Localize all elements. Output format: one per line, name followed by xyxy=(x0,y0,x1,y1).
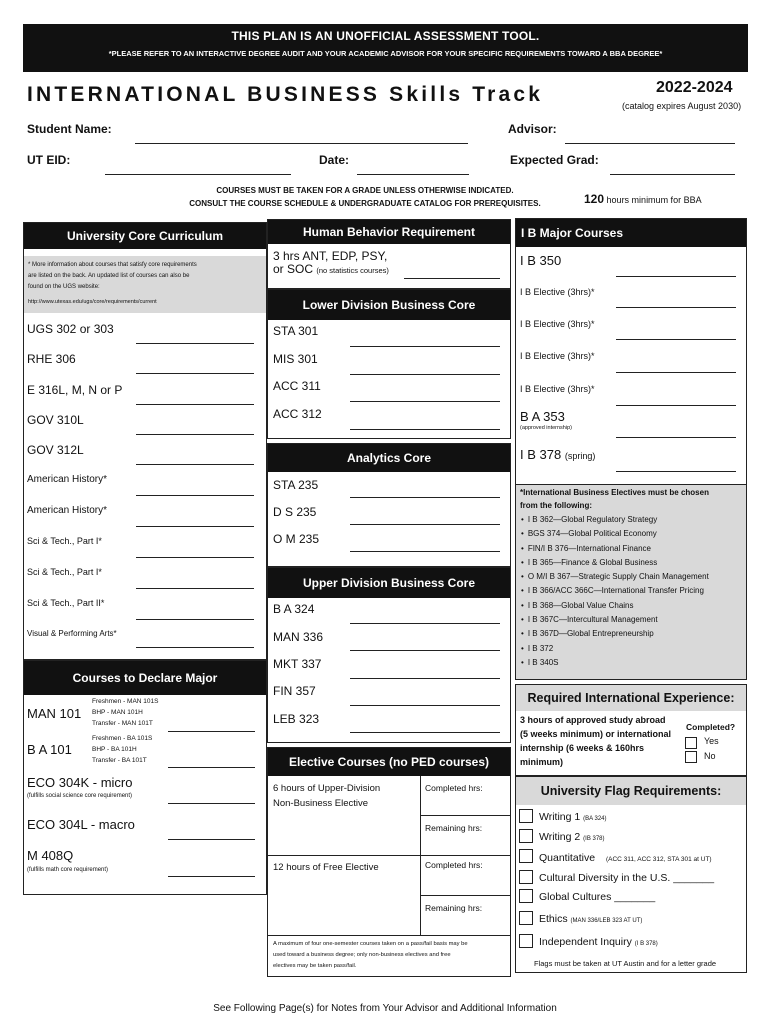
core-course: Sci & Tech., Part I* xyxy=(27,536,102,546)
writing2-note: (IB 378) xyxy=(583,836,605,842)
core-course-blank[interactable] xyxy=(136,464,254,465)
page-footer: See Following Page(s) for Notes from Your Advisor and Additional Information xyxy=(213,1003,557,1014)
advisor-label: Advisor: xyxy=(508,122,557,136)
student-name-field[interactable] xyxy=(135,143,468,144)
ib-elective: I B Elective (3hrs)* xyxy=(520,351,595,361)
core-course-blank[interactable] xyxy=(136,619,254,620)
remaining-hrs-cell[interactable] xyxy=(421,896,510,936)
ib-course-blank[interactable] xyxy=(616,276,736,277)
writing1-checkbox[interactable] xyxy=(519,809,533,823)
student-name-label: Student Name: xyxy=(27,122,112,136)
behavior-note: (no statistics courses) xyxy=(316,266,389,275)
analytics-course: STA 235 xyxy=(273,478,319,492)
ib-elective-item: • I B 368—Global Value Chains xyxy=(521,599,709,613)
date-field[interactable] xyxy=(357,174,469,175)
flag-requirements-title: University Flag Requirements: xyxy=(516,777,746,805)
declare-note: BHP - MAN 101H xyxy=(92,709,143,716)
declare-course-blank[interactable] xyxy=(168,731,255,732)
declare-course-blank[interactable] xyxy=(168,839,255,840)
ib-elective-item: • BGS 374—Global Political Economy xyxy=(521,527,709,541)
completed-hrs-label: Completed hrs: xyxy=(425,860,483,870)
quantitative-checkbox[interactable] xyxy=(519,849,533,863)
core-course: American History* xyxy=(27,474,108,485)
catalog-expiry: (catalog expires August 2030) xyxy=(622,101,742,111)
declare-course-blank[interactable] xyxy=(168,876,255,877)
ib-elective-item: • I B 366/ACC 366C—International Transfer Pricing xyxy=(521,584,709,598)
ib-course xyxy=(520,447,595,462)
core-curriculum-box xyxy=(23,222,267,660)
ib-elective-item: • I B 367C—Intercultural Management xyxy=(521,613,709,627)
core-info-panel xyxy=(24,256,266,313)
ib378-note: (spring) xyxy=(564,451,596,461)
date-label: Date: xyxy=(319,153,350,167)
independent-inquiry-checkbox[interactable] xyxy=(519,934,533,948)
analytics-course: D S 235 xyxy=(273,505,317,519)
completed-hrs-label: Completed hrs: xyxy=(425,783,483,793)
analytics-course: O M 235 xyxy=(273,532,320,546)
ib-elective-item: • I B 367D—Global Entrepreneurship xyxy=(521,627,709,641)
ethics-label: Ethics xyxy=(539,913,568,925)
global-cultures-label: Global Cultures _______ xyxy=(539,891,656,903)
remaining-hrs-label: Remaining hrs: xyxy=(425,903,483,913)
declare-note: Freshmen - BA 101S xyxy=(92,735,153,742)
ib-electives-heading: from the following: xyxy=(520,501,592,510)
upper-div-elective-cell xyxy=(268,776,421,856)
no-label: No xyxy=(704,751,716,761)
upper-course: MKT 337 xyxy=(273,657,322,671)
upper-course: MAN 336 xyxy=(273,630,324,644)
flag-item xyxy=(539,852,712,864)
ib-elective-item: • FIN/I B 376—International Finance xyxy=(521,542,709,556)
behavior-blank[interactable] xyxy=(404,278,500,279)
declare-course: ECO 304L - macro xyxy=(27,817,135,832)
advisor-field[interactable] xyxy=(565,143,735,144)
upper-course: LEB 323 xyxy=(273,712,320,726)
upper-course-blank[interactable] xyxy=(350,678,500,679)
ethics-note: (MAN 336/LEB 323 AT UT) xyxy=(570,918,643,924)
human-behavior-title: Human Behavior Requirement xyxy=(268,220,510,244)
flags-footer-note: Flags must be taken at UT Austin and for a letter grade xyxy=(534,959,717,968)
remaining-hrs-cell[interactable] xyxy=(421,816,510,856)
ib-elective-item: • I B 362—Global Regulatory Strategy xyxy=(521,513,709,527)
ib378-label: I B 378 xyxy=(520,447,562,462)
declare-course-blank[interactable] xyxy=(168,803,255,804)
declare-note: (fulfills math core requirement) xyxy=(27,867,109,873)
ib-course-blank[interactable] xyxy=(616,437,736,438)
ib-elective: I B Elective (3hrs)* xyxy=(520,287,595,297)
ib-course-blank[interactable] xyxy=(616,339,736,340)
completed-hrs-cell[interactable] xyxy=(421,776,510,816)
ib-elective-item: • I B 365—Finance & Global Business xyxy=(521,556,709,570)
quant-label: Quantitative xyxy=(539,852,596,864)
electives-title: Elective Courses (no PED courses) xyxy=(268,748,510,776)
core-course: Visual & Performing Arts* xyxy=(27,629,117,638)
ib-major-box xyxy=(515,218,747,486)
pass-fail-note: A maximum of four one-semester courses taken on a pass/fail basis may be xyxy=(273,941,468,947)
upper-course-blank[interactable] xyxy=(350,732,500,733)
upper-course-blank[interactable] xyxy=(350,650,500,651)
flag-item xyxy=(539,936,658,948)
remaining-hrs-label: Remaining hrs: xyxy=(425,823,483,833)
core-course: RHE 306 xyxy=(27,352,76,366)
ib-course-blank[interactable] xyxy=(616,307,736,308)
ib-course-blank[interactable] xyxy=(616,405,736,406)
disclaimer-banner xyxy=(23,24,748,72)
elective-text: 6 hours of Upper-Division xyxy=(273,783,381,794)
catalog-year: 2022-2024 xyxy=(656,79,733,96)
declare-note: Transfer - BA 101T xyxy=(92,757,147,764)
declare-course: M 408Q xyxy=(27,848,74,863)
elective-text: Non-Business Elective xyxy=(273,798,369,809)
banner-title: THIS PLAN IS AN UNOFFICIAL ASSESSMENT TOOL. xyxy=(231,29,540,43)
lower-course-blank[interactable] xyxy=(350,346,500,347)
lower-division-title: Lower Division Business Core xyxy=(268,290,510,320)
ib-major-title: I B Major Courses xyxy=(516,219,746,247)
analytics-course-blank[interactable] xyxy=(350,551,500,552)
declare-course: MAN 101 xyxy=(27,706,82,721)
page-title: INTERNATIONAL BUSINESS Skills Track xyxy=(27,83,544,106)
intl-exp-text: internship (6 weeks & 160hrs xyxy=(520,743,645,753)
core-course-blank[interactable] xyxy=(136,647,254,648)
upper-course-blank[interactable] xyxy=(350,705,500,706)
cultural-diversity-checkbox[interactable] xyxy=(519,870,533,884)
analytics-course-blank[interactable] xyxy=(350,524,500,525)
core-course: American History* xyxy=(27,505,108,516)
pass-fail-note: electives may be taken pass/fail. xyxy=(273,963,357,969)
free-elective-cell xyxy=(268,856,421,936)
ib-electives-list-box xyxy=(515,484,747,680)
elective-text: 12 hours of Free Elective xyxy=(273,862,379,873)
declare-course-blank[interactable] xyxy=(168,767,255,768)
flag-item xyxy=(539,831,605,843)
hours-minimum xyxy=(584,192,702,206)
intl-exp-text: (5 weeks minimum) or international xyxy=(520,729,672,739)
ib-elective: I B Elective (3hrs)* xyxy=(520,384,595,394)
ut-eid-label: UT EID: xyxy=(27,153,71,167)
ethics-checkbox[interactable] xyxy=(519,911,533,925)
flag-item xyxy=(539,913,642,925)
core-course-blank[interactable] xyxy=(136,373,254,374)
core-course: E 316L, M, N or P xyxy=(27,383,123,397)
core-course: GOV 310L xyxy=(27,413,84,427)
core-info-line: are listed on the back. An updated list of courses can also be xyxy=(28,273,190,279)
global-cultures-checkbox[interactable] xyxy=(519,889,533,903)
lower-course-blank[interactable] xyxy=(350,374,500,375)
declare-major-box xyxy=(23,660,267,895)
yes-label: Yes xyxy=(704,736,719,746)
expected-grad-label: Expected Grad: xyxy=(510,153,599,167)
intl-experience-box xyxy=(515,684,747,776)
core-course: Sci & Tech., Part I* xyxy=(27,567,102,577)
ib-elective-item: • O M/I B 367—Strategic Supply Chain Management xyxy=(521,570,709,584)
behavior-line: 3 hrs ANT, EDP, PSY, xyxy=(273,249,388,263)
hours-number: 120 xyxy=(584,192,605,206)
ib-elective: I B Elective (3hrs)* xyxy=(520,319,595,329)
writing2-label: Writing 2 xyxy=(539,831,581,843)
core-course-blank[interactable] xyxy=(136,557,254,558)
inquiry-label: Independent Inquiry xyxy=(539,936,632,948)
ib-course: I B 350 xyxy=(520,253,562,268)
intl-exp-text: 3 hours of approved study abroad xyxy=(520,715,666,725)
flag-item xyxy=(539,811,607,823)
notice-line-2: CONSULT THE COURSE SCHEDULE & UNDERGRADUATE CATALOG FOR PREREQUISITES. xyxy=(189,199,541,208)
declare-note: (fulfills social science core requirement) xyxy=(27,793,133,799)
core-course: GOV 312L xyxy=(27,443,84,457)
declare-major-title: Courses to Declare Major xyxy=(24,661,266,695)
analytics-core-box xyxy=(267,443,511,567)
core-course: Sci & Tech., Part II* xyxy=(27,598,105,608)
upper-course-blank[interactable] xyxy=(350,623,500,624)
flag-requirements-box xyxy=(515,776,747,973)
core-course-blank[interactable] xyxy=(136,404,254,405)
writing1-note: (BA 324) xyxy=(583,816,607,822)
behavior-line xyxy=(273,262,389,276)
ib-course-note: (approved internship) xyxy=(520,425,572,431)
ib-electives-heading: *International Business Electives must be chosen xyxy=(520,488,709,497)
quant-note: (ACC 311, ACC 312, STA 301 at UT) xyxy=(605,856,712,863)
cultural-diversity-label: Cultural Diversity in the U.S. _______ xyxy=(539,872,715,884)
ib-course-blank[interactable] xyxy=(616,471,736,472)
ib-elective-item: • I B 340S xyxy=(521,656,709,670)
ib-course: B A 353 xyxy=(520,409,565,424)
core-course-blank[interactable] xyxy=(136,495,254,496)
declare-course: ECO 304K - micro xyxy=(27,775,133,790)
core-course: UGS 302 or 303 xyxy=(27,322,114,336)
core-course-blank[interactable] xyxy=(136,526,254,527)
declare-note: Transfer - MAN 101T xyxy=(92,720,153,727)
upper-course: B A 324 xyxy=(273,602,315,616)
core-info-line: * More information about courses that satisfy core requirements xyxy=(28,262,197,268)
ib-elective-item: • I B 372 xyxy=(521,642,709,656)
ut-eid-field[interactable] xyxy=(105,174,291,175)
electives-box xyxy=(267,747,511,977)
yes-checkbox[interactable] xyxy=(685,737,697,749)
hours-text: hours minimum for BBA xyxy=(606,195,702,205)
grade-notice xyxy=(170,184,560,210)
lower-course: MIS 301 xyxy=(273,352,318,366)
human-behavior-box xyxy=(267,219,511,289)
core-url[interactable]: http://www.utexas.edu/ugs/core/requirements/current xyxy=(28,299,157,305)
inquiry-note: (I B 378) xyxy=(634,941,658,947)
pass-fail-note: used toward a business degree; only non-business electives and free xyxy=(273,952,451,958)
core-course-blank[interactable] xyxy=(136,434,254,435)
behavior-line-2: or SOC xyxy=(273,262,314,276)
lower-course: ACC 312 xyxy=(273,407,322,421)
lower-course: ACC 311 xyxy=(273,379,321,393)
declare-note: Freshmen - MAN 101S xyxy=(92,698,159,705)
notice-line-1: COURSES MUST BE TAKEN FOR A GRADE UNLESS OTHERWISE INDICATED. xyxy=(216,186,514,195)
expected-grad-field[interactable] xyxy=(610,174,735,175)
ib-course-blank[interactable] xyxy=(616,372,736,373)
lower-course: STA 301 xyxy=(273,324,319,338)
intl-experience-title: Required International Experience: xyxy=(516,685,746,711)
banner-subtitle: *PLEASE REFER TO AN INTERACTIVE DEGREE AUDIT AND YOUR ACADEMIC ADVISOR FOR YOUR SPECIFIC REQUIREMENTS TOWARD A BBA DEGREE* xyxy=(108,49,663,58)
completed-hrs-cell[interactable] xyxy=(421,856,510,896)
core-curriculum-title: University Core Curriculum xyxy=(24,223,266,249)
upper-division-box xyxy=(267,567,511,743)
completed-question: Completed? xyxy=(686,722,736,732)
writing1-label: Writing 1 xyxy=(539,811,581,823)
lower-course-blank[interactable] xyxy=(350,401,500,402)
analytics-course-blank[interactable] xyxy=(350,497,500,498)
intl-exp-text: minimum) xyxy=(520,757,564,767)
analytics-core-title: Analytics Core xyxy=(268,444,510,472)
lower-course-blank[interactable] xyxy=(350,429,500,430)
no-checkbox[interactable] xyxy=(685,751,697,763)
core-course-blank[interactable] xyxy=(136,343,254,344)
declare-course: B A 101 xyxy=(27,742,72,757)
ib-electives-list xyxy=(521,513,709,670)
core-info-line: found on the UGS website: xyxy=(28,284,100,290)
declare-note: BHP - BA 101H xyxy=(92,746,137,753)
upper-course: FIN 357 xyxy=(273,684,316,698)
core-course-blank[interactable] xyxy=(136,588,254,589)
lower-division-box xyxy=(267,289,511,439)
upper-division-title: Upper Division Business Core xyxy=(268,568,510,598)
writing2-checkbox[interactable] xyxy=(519,829,533,843)
